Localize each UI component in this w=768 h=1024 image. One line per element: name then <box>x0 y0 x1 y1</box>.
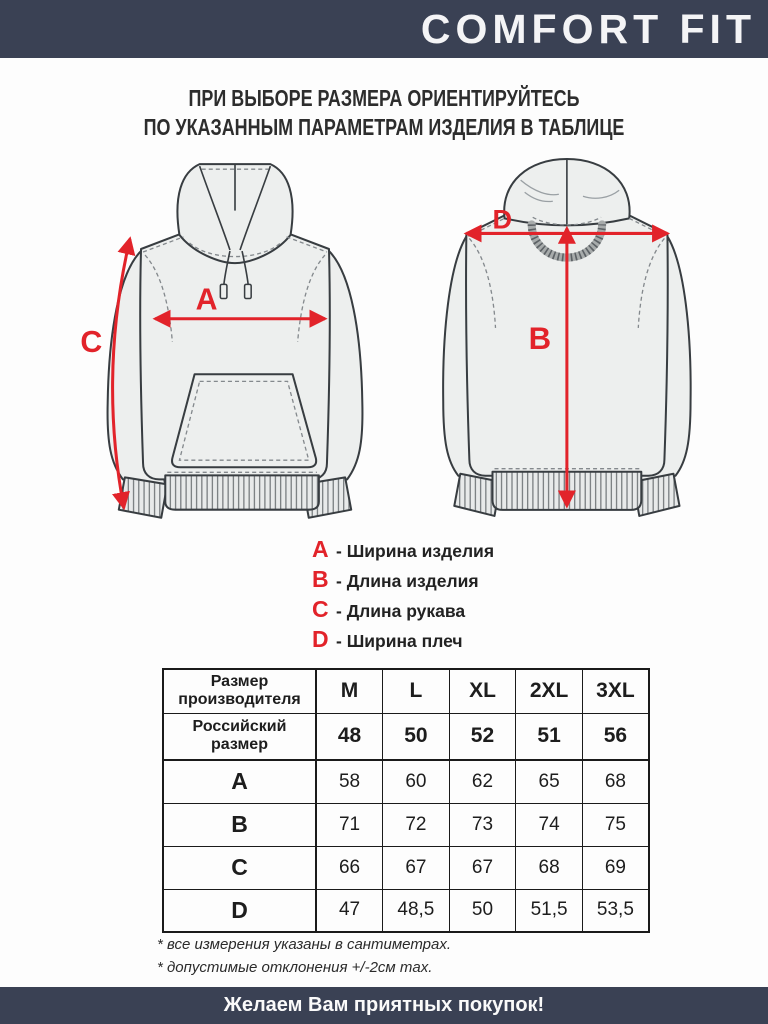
legend-letter-a: A <box>312 536 329 562</box>
value-b-xl: 73 <box>449 803 516 846</box>
russian-size-m: 48 <box>316 713 383 760</box>
value-c-xl: 67 <box>449 846 516 889</box>
hoodie-back-diagram <box>436 152 738 524</box>
value-c-3xl: 69 <box>582 846 649 889</box>
footer-banner <box>0 987 768 1024</box>
table-row-sizes <box>163 669 649 713</box>
front-left-cuff <box>119 477 168 517</box>
row-letter-b: B <box>163 803 316 846</box>
footnotes <box>157 933 451 979</box>
size-2xl: 2XL <box>516 669 583 713</box>
row-letter-d: D <box>163 889 316 932</box>
legend-letter-b: B <box>312 566 329 592</box>
value-a-3xl: 68 <box>582 760 649 803</box>
value-b-3xl: 75 <box>582 803 649 846</box>
value-c-m: 66 <box>316 846 383 889</box>
footnote-tolerance: * допустимые отклонения +/-2см max. <box>157 959 433 976</box>
brand-banner <box>0 0 768 58</box>
row-letter-c: C <box>163 846 316 889</box>
aglet-left <box>220 284 227 298</box>
value-a-m: 58 <box>316 760 383 803</box>
russian-size-l: 50 <box>383 713 450 760</box>
value-a-2xl: 65 <box>516 760 583 803</box>
legend-item-c <box>312 594 494 624</box>
table-row-a <box>163 760 649 803</box>
value-b-m: 71 <box>316 803 383 846</box>
measure-label-a: A <box>195 283 218 317</box>
size-l: L <box>383 669 450 713</box>
table-row-russian <box>163 713 649 760</box>
value-a-xl: 62 <box>449 760 516 803</box>
russian-size-2xl: 51 <box>516 713 583 760</box>
legend-item-b <box>312 564 494 594</box>
value-c-l: 67 <box>383 846 450 889</box>
table-row-b <box>163 803 649 846</box>
col-header-label: Размер производителя <box>163 669 316 713</box>
legend-letter-d: D <box>312 626 329 652</box>
value-d-2xl: 51,5 <box>516 889 583 932</box>
front-hem-band <box>165 475 319 509</box>
value-d-m: 47 <box>316 889 383 932</box>
kangaroo-pocket <box>172 374 316 467</box>
legend-text-c: - Длина рукава <box>336 601 466 621</box>
measurement-legend <box>312 534 494 654</box>
footnote-units: * все измерения указаны в сантиметрах. <box>157 936 452 953</box>
row-letter-a: A <box>163 760 316 803</box>
size-m: M <box>316 669 383 713</box>
value-d-3xl: 53,5 <box>582 889 649 932</box>
measure-label-b: B <box>528 321 552 357</box>
size-xl: XL <box>449 669 516 713</box>
size-table <box>162 668 650 933</box>
value-d-xl: 50 <box>449 889 516 932</box>
legend-letter-c: C <box>312 596 329 622</box>
legend-text-a: - Ширина изделия <box>336 541 495 561</box>
value-b-l: 72 <box>383 803 450 846</box>
size-3xl: 3XL <box>582 669 649 713</box>
legend-item-a <box>312 534 494 564</box>
russian-size-3xl: 56 <box>582 713 649 760</box>
legend-text-d: - Ширина плеч <box>336 631 463 651</box>
aglet-right <box>245 284 252 298</box>
size-advice-line2: ПО УКАЗАННЫМ ПАРАМЕТРАМ ИЗДЕЛИЯ В ТАБЛИЦЕ <box>143 114 625 140</box>
brand-title: COMFORT FIT <box>420 6 756 52</box>
hoodie-front-diagram <box>78 152 392 540</box>
value-b-2xl: 74 <box>516 803 583 846</box>
size-advice-heading <box>0 84 768 142</box>
value-c-2xl: 68 <box>516 846 583 889</box>
value-a-l: 60 <box>383 760 450 803</box>
measure-label-c: C <box>80 326 103 360</box>
measure-label-d: D <box>492 203 513 235</box>
russian-size-xl: 52 <box>449 713 516 760</box>
legend-item-d <box>312 624 494 654</box>
size-advice-line1: ПРИ ВЫБОРЕ РАЗМЕРА ОРИЕНТИРУЙТЕСЬ <box>188 85 580 111</box>
russian-size-label: Российский размер <box>163 713 316 760</box>
table-row-d <box>163 889 649 932</box>
value-d-l: 48,5 <box>383 889 450 932</box>
footer-message: Желаем Вам приятных покупок! <box>223 994 545 1016</box>
table-row-c <box>163 846 649 889</box>
legend-text-b: - Длина изделия <box>336 571 479 591</box>
